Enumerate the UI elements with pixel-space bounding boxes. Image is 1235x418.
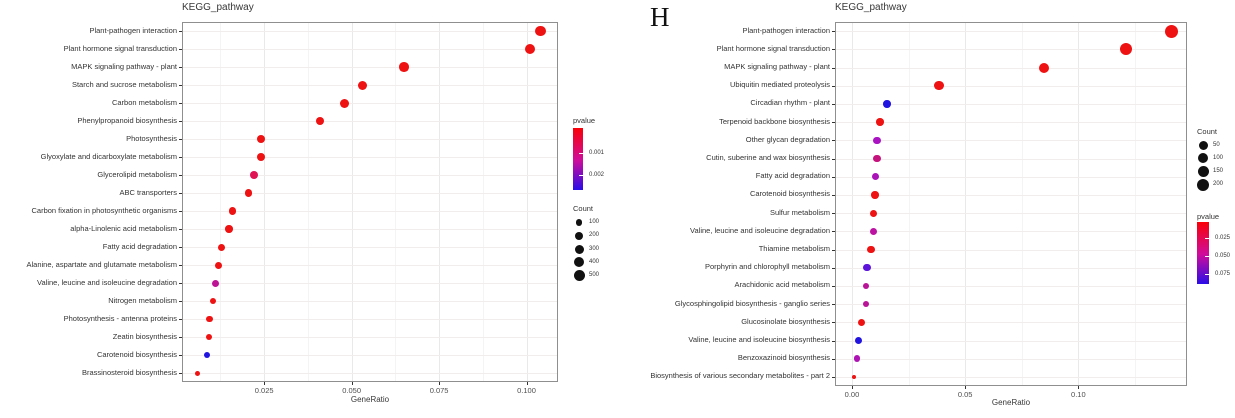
legend-count-title: Count: [573, 204, 594, 213]
gridline-row: [183, 247, 557, 248]
legend-gradient-tick: [1205, 256, 1209, 257]
category-label: MAPK signaling pathway - plant: [71, 61, 177, 71]
legend-gradient-tick: [1205, 238, 1209, 239]
y-tick-mark: [832, 31, 835, 32]
data-point: [867, 246, 875, 254]
gridline-row: [183, 337, 557, 338]
gridline-row: [183, 319, 557, 320]
gridline-minor: [1022, 23, 1023, 385]
y-tick-mark: [179, 139, 182, 140]
category-label: Plant-pathogen interaction: [89, 25, 177, 35]
y-tick-mark: [179, 31, 182, 32]
gridline-row: [836, 377, 1186, 378]
gridline-row: [836, 122, 1186, 123]
y-tick-mark: [832, 250, 835, 251]
gridline-row: [836, 31, 1186, 32]
data-point: [212, 280, 219, 287]
legend-count-title: Count: [1197, 127, 1218, 136]
x-tick-mark: [352, 382, 353, 385]
data-point: [245, 189, 253, 197]
panel-letter-h: H: [650, 2, 670, 32]
data-point: [871, 191, 879, 199]
x-tick-label: 0.00: [844, 390, 860, 399]
y-tick-mark: [179, 283, 182, 284]
data-point: [872, 173, 879, 180]
legend-pvalue-tick-label: 0.025: [1215, 235, 1231, 241]
gridline-row: [836, 68, 1186, 69]
gridline-row: [836, 86, 1186, 87]
data-point: [340, 99, 349, 108]
gridline-row: [183, 175, 557, 176]
gridline-row: [183, 301, 557, 302]
gridline-row: [183, 139, 557, 140]
data-point: [1039, 63, 1049, 73]
legend-count-label: 200: [1213, 181, 1224, 188]
category-label: Carotenoid biosynthesis: [96, 349, 177, 359]
gridline-major: [852, 23, 853, 385]
legend-count-label: 150: [1213, 167, 1224, 174]
gridline-row: [183, 121, 557, 122]
x-tick-label: 0.100: [517, 386, 536, 395]
x-tick-mark: [965, 386, 966, 389]
gridline-row: [836, 177, 1186, 178]
category-label: Nitrogen metabolism: [108, 295, 177, 305]
gridline-row: [836, 286, 1186, 287]
y-tick-mark: [179, 85, 182, 86]
data-point: [218, 244, 225, 251]
y-tick-mark: [832, 231, 835, 232]
y-tick-mark: [179, 121, 182, 122]
x-tick-label: 0.025: [254, 386, 274, 395]
gridline-row: [183, 283, 557, 284]
x-tick-mark: [439, 382, 440, 385]
data-point: [358, 81, 367, 90]
category-label: Circadian rhythm - plant: [750, 98, 830, 108]
category-label: Plant-pathogen interaction: [742, 25, 830, 35]
legend-pvalue-tick-label: 0.075: [1215, 271, 1231, 277]
gridline-row: [183, 103, 557, 104]
gridline-row: [836, 213, 1186, 214]
category-label: Glyoxylate and dicarboxylate metabolism: [40, 151, 177, 161]
legend-pvalue-tick-label: 0.001: [589, 150, 605, 156]
category-label: Glycerolipid metabolism: [97, 169, 177, 179]
category-label: Biosynthesis of various secondary metabolites - part 2: [650, 371, 830, 381]
gridline-row: [836, 304, 1186, 305]
y-tick-mark: [179, 373, 182, 374]
y-tick-mark: [832, 377, 835, 378]
gridline-minor: [909, 23, 910, 385]
category-label: Brassinosteroid biosynthesis: [81, 367, 177, 377]
y-tick-mark: [179, 157, 182, 158]
gridline-row: [183, 157, 557, 158]
gridline-row: [836, 322, 1186, 323]
data-point: [876, 118, 884, 126]
y-tick-mark: [832, 140, 835, 141]
gridline-major: [1078, 23, 1079, 385]
data-point: [250, 171, 258, 179]
y-tick-mark: [832, 322, 835, 323]
legend-count-label: 50: [1213, 141, 1220, 148]
data-point: [873, 137, 881, 145]
gridline-minor: [483, 23, 484, 381]
y-tick-mark: [832, 49, 835, 50]
y-tick-mark: [832, 359, 835, 360]
data-point: [870, 228, 877, 235]
legend-count-label: 200: [589, 232, 600, 239]
gridline-minor: [395, 23, 396, 381]
category-label: Glycosphingolipid biosynthesis - ganglio series: [674, 298, 830, 308]
y-tick-mark: [832, 104, 835, 105]
x-tick-label: 0.050: [342, 386, 362, 395]
data-point: [1165, 25, 1178, 38]
gridline-row: [183, 229, 557, 230]
gridline-row: [836, 231, 1186, 232]
gridline-row: [183, 193, 557, 194]
gridline-row: [183, 31, 557, 32]
gridline-major: [264, 23, 265, 381]
x-tick-label: 0.10: [1071, 390, 1086, 399]
legend-pvalue-title: pvalue: [573, 116, 596, 125]
legend-count-label: 300: [589, 245, 600, 252]
gridline-row: [183, 211, 557, 212]
category-label: Sulfur metabolism: [769, 207, 830, 217]
data-point: [855, 337, 862, 344]
y-tick-mark: [179, 229, 182, 230]
y-tick-mark: [179, 211, 182, 212]
data-point: [257, 153, 265, 161]
category-label: Fatty acid degradation: [102, 241, 177, 251]
y-tick-mark: [179, 301, 182, 302]
y-tick-mark: [832, 159, 835, 160]
legend-count-circle: [1199, 141, 1208, 150]
gridline-row: [183, 265, 557, 266]
data-point: [883, 100, 891, 108]
chart-title: KEGG_pathway: [835, 2, 907, 13]
category-label: Zeatin biosynthesis: [112, 331, 177, 341]
category-label: Plant hormone signal transduction: [63, 43, 177, 53]
legend-count-label: 100: [1213, 154, 1224, 161]
category-label: Valine, leucine and isoleucine degradation: [690, 225, 830, 235]
gridline-row: [836, 195, 1186, 196]
y-tick-mark: [179, 319, 182, 320]
category-label: Benzoxazinoid biosynthesis: [737, 353, 830, 363]
category-label: Phenylpropanoid biosynthesis: [77, 115, 177, 125]
x-axis-title: GeneRatio: [991, 398, 1031, 407]
category-label: ABC transporters: [119, 187, 177, 197]
gridline-row: [183, 67, 557, 68]
gridline-major: [965, 23, 966, 385]
category-label: Plant hormone signal transduction: [716, 43, 830, 53]
category-label: Terpenoid backbone biosynthesis: [719, 116, 830, 126]
y-tick-mark: [832, 195, 835, 196]
category-label: Starch and sucrose metabolism: [71, 79, 177, 89]
gridline-row: [183, 85, 557, 86]
y-tick-mark: [832, 304, 835, 305]
legend-count-circle: [1198, 166, 1209, 177]
legend-gradient-tick: [1205, 274, 1209, 275]
x-tick-mark: [264, 382, 265, 385]
category-label: Thiamine metabolism: [758, 244, 830, 253]
x-axis-title: GeneRatio: [350, 395, 390, 404]
y-tick-mark: [179, 67, 182, 68]
y-tick-mark: [832, 268, 835, 269]
legend-count-circle: [1197, 179, 1209, 191]
category-label: Arachidonic acid metabolism: [734, 280, 830, 290]
category-label: Photosynthesis: [126, 133, 177, 143]
legend-count-label: 500: [589, 272, 600, 279]
y-tick-mark: [179, 265, 182, 266]
legend-count-label: 100: [589, 219, 600, 225]
gridline-major: [527, 23, 528, 381]
data-point: [257, 135, 265, 143]
y-tick-mark: [179, 247, 182, 248]
data-point: [206, 316, 213, 323]
category-label: Porphyrin and chlorophyll metabolism: [704, 262, 830, 272]
category-label: MAPK signaling pathway - plant: [724, 62, 830, 71]
gridline-minor: [220, 23, 221, 381]
legend-pvalue-tick-label: 0.002: [589, 172, 605, 178]
gridline-minor: [308, 23, 309, 381]
y-tick-mark: [832, 86, 835, 87]
category-label: Carotenoid biosynthesis: [749, 189, 830, 199]
y-tick-mark: [832, 286, 835, 287]
y-tick-mark: [832, 341, 835, 342]
y-tick-mark: [179, 175, 182, 176]
data-point: [215, 262, 222, 269]
data-point: [854, 355, 861, 362]
y-tick-mark: [179, 193, 182, 194]
x-tick-label: 0.075: [429, 386, 449, 395]
x-tick-label: 0.05: [957, 390, 973, 399]
y-tick-mark: [179, 103, 182, 104]
category-label: Valine, leucine and isoleucine degradation: [37, 277, 177, 287]
y-tick-mark: [179, 355, 182, 356]
data-point: [870, 210, 877, 217]
legend-pvalue-title: pvalue: [1197, 212, 1220, 221]
category-label: Carbon metabolism: [111, 97, 177, 107]
gridline-row: [183, 49, 557, 50]
legend-pvalue-tick-label: 0.050: [1215, 253, 1231, 259]
data-point: [399, 62, 409, 72]
legend-count-circle: [1198, 153, 1208, 163]
category-label: Other glycan degradation: [745, 134, 830, 144]
chart-title: KEGG_pathway: [182, 2, 254, 13]
category-label: Photosynthesis - antenna proteins: [63, 313, 177, 323]
gridline-row: [836, 159, 1186, 160]
category-label: Valine, leucine and isoleucine biosynthesis: [688, 335, 830, 344]
gridline-row: [836, 250, 1186, 251]
y-tick-mark: [832, 122, 835, 123]
gridline-row: [836, 359, 1186, 360]
x-tick-mark: [1078, 386, 1079, 389]
category-label: alpha-Linolenic acid metabolism: [70, 223, 177, 233]
data-point: [858, 319, 865, 326]
y-tick-mark: [832, 213, 835, 214]
category-label: Fatty acid degradation: [755, 171, 830, 181]
gridline-row: [183, 355, 557, 356]
legend-count-label: 400: [589, 258, 600, 265]
gridline-minor: [1135, 23, 1136, 385]
y-tick-mark: [832, 177, 835, 178]
category-label: Carbon fixation in photosynthetic organisms: [31, 205, 177, 215]
x-tick-mark: [527, 382, 528, 385]
category-label: Cutin, suberine and wax biosynthesis: [706, 153, 830, 162]
gridline-major: [352, 23, 353, 381]
x-tick-mark: [852, 386, 853, 389]
gridline-row: [836, 341, 1186, 342]
data-point: [195, 371, 200, 376]
data-point: [863, 264, 871, 272]
category-label: Alanine, aspartate and glutamate metabolism: [26, 259, 177, 269]
gridline-row: [836, 49, 1186, 50]
gridline-row: [183, 373, 557, 374]
gridline-major: [439, 23, 440, 381]
category-label: Ubiquitin mediated proteolysis: [729, 80, 830, 90]
y-tick-mark: [179, 49, 182, 50]
y-tick-mark: [832, 68, 835, 69]
y-tick-mark: [179, 337, 182, 338]
data-point: [225, 225, 233, 233]
category-label: Glucosinolate biosynthesis: [741, 316, 830, 326]
gridline-row: [836, 140, 1186, 141]
data-point: [873, 155, 881, 163]
gridline-row: [836, 268, 1186, 269]
plot-panel-left: [182, 22, 558, 382]
